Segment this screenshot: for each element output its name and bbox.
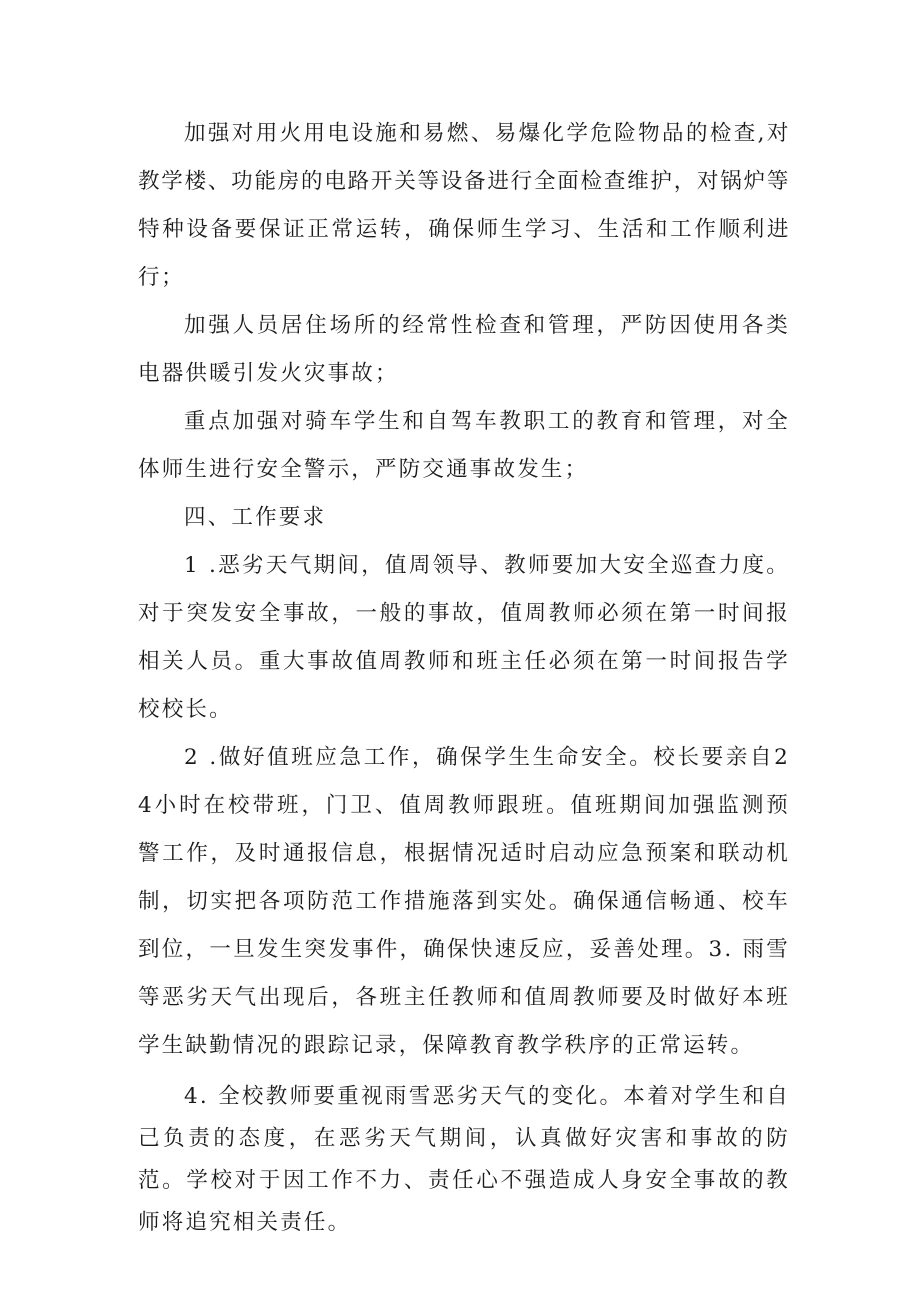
paragraph-residence-inspection: 加强人员居住场所的经常性检查和管理，严防因使用各类电器供暖引发火灾事故； — [138, 313, 790, 386]
section-heading-work-requirements: 四、工作要求 — [184, 505, 327, 530]
paragraph-requirement-4: 4. 全校教师要重视雨雪恶劣天气的变化。本着对学生和自己负责的态度，在恶劣天气期间，认真做好灾害和事故的防范。学校对于因工作不力、责任心不强造成人身安全事故的教师将追究相关责任。 — [138, 1084, 790, 1235]
paragraph-requirement-1: 1 .恶劣天气期间，值周领导、教师要加大安全巡查力度。对于突发安全事故，一般的事故，值周教师必须在第一时间报相关人员。重大事故值周教师和班主任必须在第一时间报告学校校长。 — [138, 553, 790, 722]
paragraph-requirement-2: 2 .做好值班应急工作，确保学生生命安全。校长要亲自24小时在校带班，门卫、值周教师跟班。值班期间加强监测预警工作，及时通报信息，根据情况适时启动应急预案和联动机制，切实把各项防范工作措施落到实处。确保通信畅通、校车到位，一旦发生突发事件，确保快速反应，妥善处理。3. 雨雪等恶劣天气出现后，各班主任教师和值周教师要及时做好本班学生缺勤情况的跟踪记录，保障教育教学秩序的正常运转。 — [138, 745, 790, 1058]
document-body — [138, 110, 790, 1244]
paragraph-traffic-safety: 重点加强对骑车学生和自驾车教职工的教育和管理，对全体师生进行安全警示，严防交通事故发生； — [138, 409, 790, 482]
paragraph-fire-safety: 加强对用火用电设施和易燃、易爆化学危险物品的检查,对教学楼、功能房的电路开关等设备进行全面检查维护，对锅炉等特种设备要保证正常运转，确保师生学习、生活和工作顺利进行； — [138, 121, 790, 290]
